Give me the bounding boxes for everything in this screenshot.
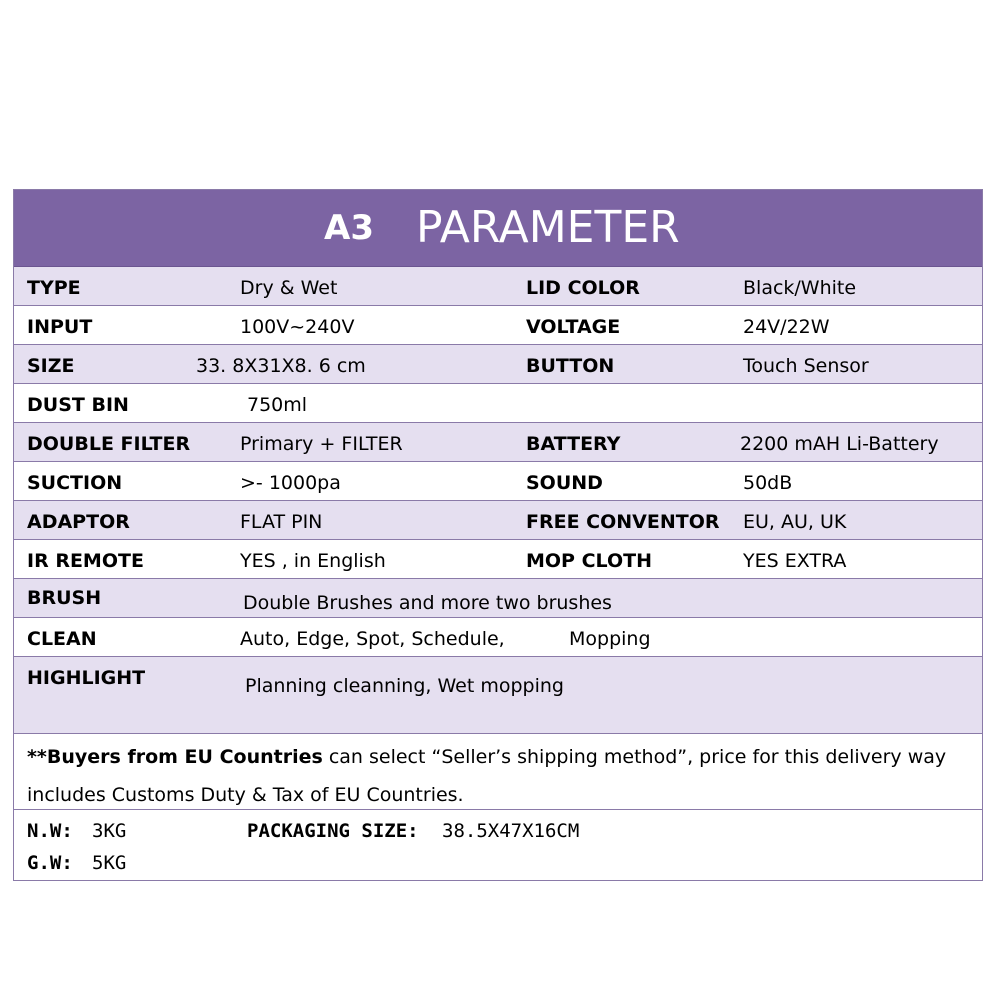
- spec-value: Double Brushes and more two brushes: [243, 592, 612, 614]
- spec-label: INPUT: [27, 316, 93, 338]
- spec-row-double-filter: [14, 423, 982, 462]
- spec-sheet: [13, 189, 983, 881]
- spec-label: BUTTON: [526, 355, 615, 377]
- spec-row-type: [14, 267, 982, 306]
- spec-value: FLAT PIN: [240, 511, 323, 533]
- eu-buyer-notice: [14, 734, 982, 810]
- spec-label: HIGHLIGHT: [27, 667, 146, 689]
- spec-label: DOUBLE FILTER: [27, 433, 191, 455]
- spec-row-highlight: [14, 657, 982, 734]
- spec-value: Auto, Edge, Spot, Schedule,: [240, 628, 505, 650]
- spec-value: 2200 mAH Li-Battery: [740, 433, 939, 455]
- spec-label: FREE CONVENTOR: [526, 511, 720, 533]
- spec-value: 50dB: [743, 472, 793, 494]
- net-weight-value: 3KG: [92, 820, 127, 842]
- notice-line-1: [27, 746, 946, 768]
- spec-label: IR REMOTE: [27, 550, 144, 572]
- spec-label: SUCTION: [27, 472, 123, 494]
- spec-value: YES EXTRA: [743, 550, 847, 572]
- spec-row-clean: [14, 618, 982, 657]
- spec-value: EU, AU, UK: [743, 511, 847, 533]
- spec-row-suction: [14, 462, 982, 501]
- spec-label: SOUND: [526, 472, 603, 494]
- spec-label: SIZE: [27, 355, 75, 377]
- gross-weight-value: 5KG: [92, 852, 127, 874]
- notice-line-2: includes Customs Duty & Tax of EU Countries.: [27, 784, 464, 806]
- model-name: A3: [324, 208, 374, 248]
- spec-value: Planning cleanning, Wet mopping: [245, 675, 564, 697]
- spec-row-ir-remote: [14, 540, 982, 579]
- spec-value: 100V~240V: [240, 316, 355, 338]
- spec-row-input: [14, 306, 982, 345]
- spec-label: VOLTAGE: [526, 316, 621, 338]
- spec-value: Dry & Wet: [240, 277, 338, 299]
- header-banner: [14, 190, 982, 267]
- spec-value: 750ml: [247, 394, 308, 416]
- spec-label: DUST BIN: [27, 394, 129, 416]
- spec-label: BRUSH: [27, 587, 102, 609]
- spec-label: ADAPTOR: [27, 511, 130, 533]
- spec-value: Primary + FILTER: [240, 433, 403, 455]
- spec-value: 24V/22W: [743, 316, 830, 338]
- spec-row-dust-bin: [14, 384, 982, 423]
- spec-value: Touch Sensor: [743, 355, 869, 377]
- net-weight-label: N.W:: [27, 820, 73, 842]
- spec-label: LID COLOR: [526, 277, 640, 299]
- sheet-title: PARAMETER: [416, 202, 680, 253]
- spec-value: YES , in English: [240, 550, 386, 572]
- notice-bold: **Buyers from EU Countries: [27, 746, 323, 768]
- spec-label: MOP CLOTH: [526, 550, 652, 572]
- notice-rest: can select “Seller’s shipping method”, price for this delivery way: [322, 746, 947, 768]
- spec-value: 33. 8X31X8. 6 cm: [196, 355, 366, 377]
- gross-weight-label: G.W:: [27, 852, 73, 874]
- spec-value: Mopping: [569, 628, 651, 650]
- spec-label: TYPE: [27, 277, 81, 299]
- spec-value: Black/White: [743, 277, 857, 299]
- spec-value: >- 1000pa: [240, 472, 341, 494]
- packaging-size-value: 38.5X47X16CM: [442, 820, 580, 842]
- weights-footer: [14, 810, 982, 880]
- spec-label: BATTERY: [526, 433, 621, 455]
- spec-row-size: [14, 345, 982, 384]
- spec-row-adaptor: [14, 501, 982, 540]
- packaging-size-label: PACKAGING SIZE:: [247, 820, 419, 842]
- spec-label: CLEAN: [27, 628, 97, 650]
- spec-row-brush: [14, 579, 982, 618]
